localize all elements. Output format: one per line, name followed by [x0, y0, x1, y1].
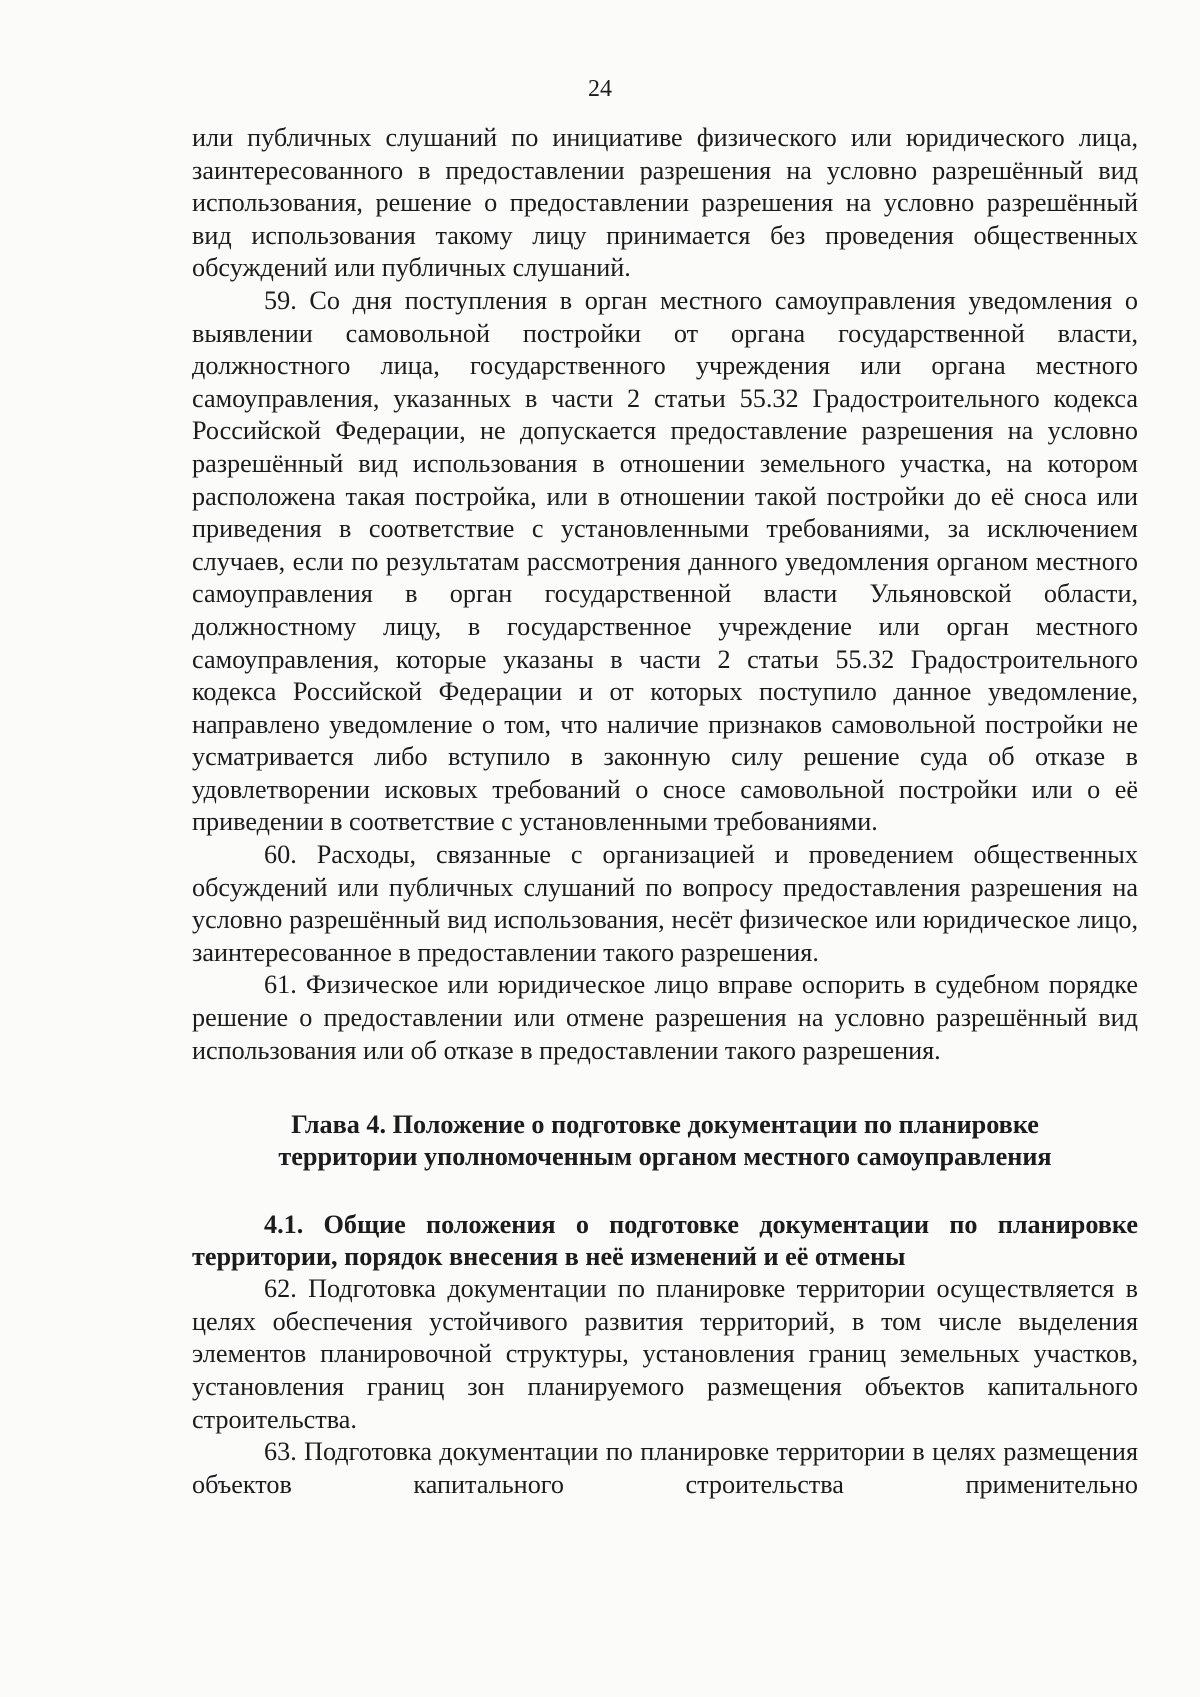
paragraph-61: 61. Физическое или юридическое лицо вправе оспорить в судебном порядке решение о предоставлении или отмене разрешения на условно разрешённый вид использования или об отказе в предоставлении такого разрешения. [192, 970, 1138, 1065]
paragraph-continuation: или публичных слушаний по инициативе физического или юридического лица, заинтересованного в предоставлении разрешения на условно разрешённый вид использования, решение о предоставлении разрешения на условно разрешённый вид использования такому лицу принимается без проведения общественных обсуждений или публичных слушаний. [192, 123, 1138, 283]
paragraph-60: 60. Расходы, связанные с организацией и проведением общественных обсуждений или публичных слушаний по вопросу предоставления разрешения на условно разрешённый вид использования, несёт физическое или юридическое лицо, заинтересованное в предоставлении такого разрешения. [192, 840, 1138, 967]
page-number: 24 [588, 76, 612, 102]
section-heading: 4.1. Общие положения о подготовке документации по планировке территории, порядок внесения в неё изменений и её отмены [192, 1210, 1138, 1272]
chapter-heading [192, 1109, 1138, 1173]
paragraph-62: 62. Подготовка документации по планировке территории осуществляется в целях обеспечения устойчивого развития территорий, в том числе выделения элементов планировочной структуры, установления границ земельных участков, установления границ зон планируемого размещения объектов капитального строительства. [192, 1274, 1138, 1434]
document-body [192, 122, 1138, 1501]
chapter-heading-line-1: Глава 4. Положение о подготовке документации по планировке [291, 1110, 1039, 1140]
paragraph-59: 59. Со дня поступления в орган местного самоуправления уведомления о выявлении самовольной постройки от органа государственной власти, должностного лица, государственного учреждения или органа местного самоуправления, указанных в части 2 статьи 55.32 Градостроительного кодекса Российской Федерации, не допускается предоставление разрешения на условно разрешённый вид использования в отношении земельного участка, на котором расположена такая постройка, или в отношении такой постройки до её сноса или приведения в соответствие с установленными требованиями, за исключением случаев, если по результатам рассмотрения данного уведомления органом местного самоуправления в орган государственной власти Ульяновской области, должностному лицу, в государственное учреждение или орган местного самоуправления, которые указаны в части 2 статьи 55.32 Градостроительного кодекса Российской Федерации и от которых поступило данное уведомление, направлено уведомление о том, что наличие признаков самовольной постройки не усматривается либо вступило в законную силу решение суда об отказе в удовлетворении исковых требований о сносе самовольной постройки или о её приведении в соответствие с установленными требованиями. [192, 285, 1138, 837]
chapter-heading-line-2: территории уполномоченным органом местного самоуправления [278, 1142, 1052, 1172]
paragraph-63: 63. Подготовка документации по планировке территории в целях размещения объектов капитального строительства применительно [192, 1437, 1138, 1499]
